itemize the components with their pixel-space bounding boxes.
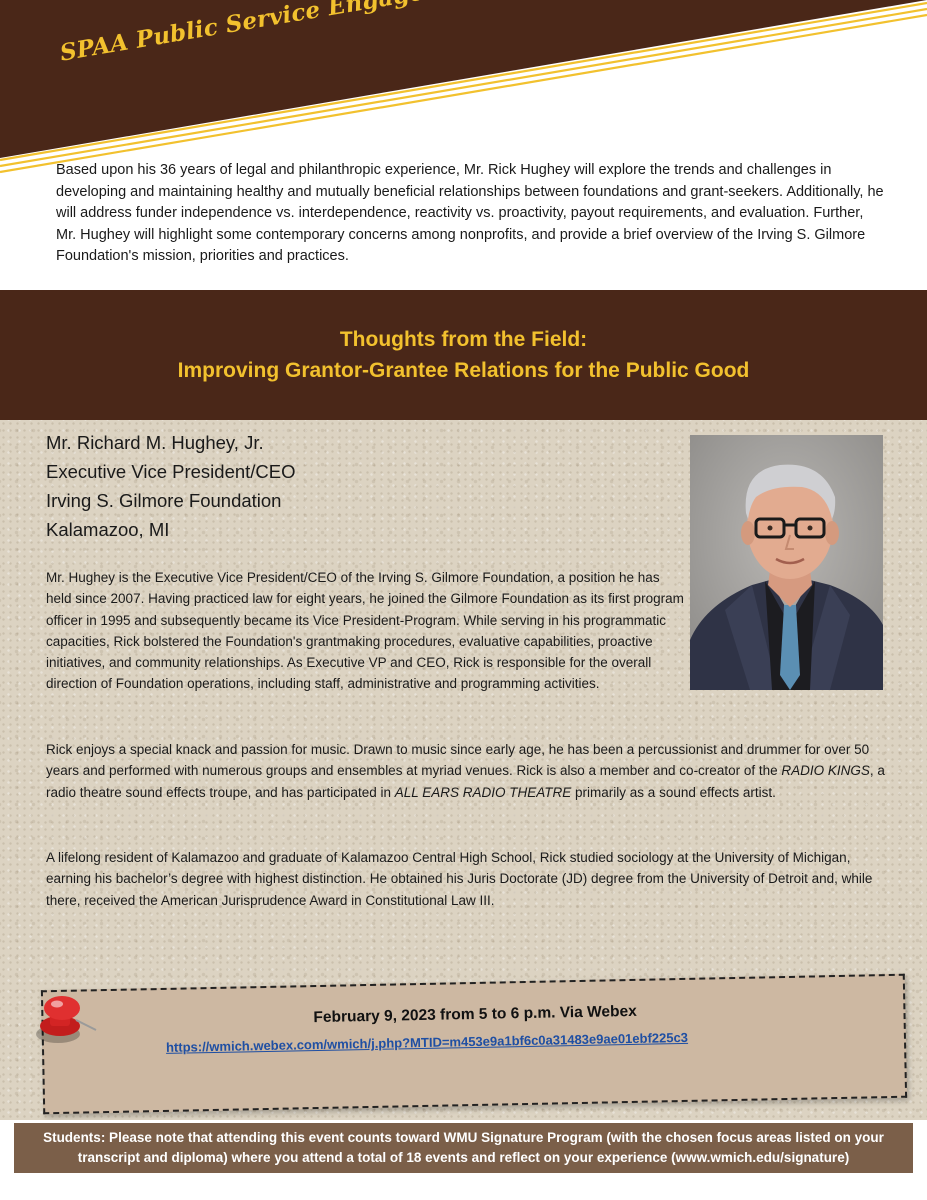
event-title-line-1: Thoughts from the Field:: [339, 328, 588, 351]
speaker-location: Kalamazoo, MI: [46, 519, 170, 540]
bio-paragraph-3: A lifelong resident of Kalamazoo and graduate of Kalamazoo Central High School, Rick studied sociology at the University of Michigan, earning his bachelor’s degree with highest distinction. He obtained his Juris Doctorate (JD) degree from the University of Detroit and, while there, received the American Jurisprudence Award in Constitutional Law III.: [46, 850, 873, 908]
bio-p2-text-b: , a radio theatre sound effects troupe, and has participated in: [46, 763, 885, 800]
push-pin-icon: [30, 990, 102, 1050]
speaker-organization: Irving S. Gilmore Foundation: [46, 490, 282, 511]
signature-program-text: Students: Please note that attending this event counts toward WMU Signature Program (with the chosen focus areas listed on your transcript and diploma) where you attend a total of 18 events and reflect on your experience (www.wmich.edu/signature): [43, 1130, 884, 1165]
bio-paragraph-2: [46, 739, 886, 803]
speaker-name: Mr. Richard M. Hughey, Jr.: [46, 432, 264, 453]
event-title-line-2: Improving Grantor-Grantee Relations for the Public Good: [177, 359, 750, 382]
all-ears-radio-theatre-name: ALL EARS RADIO THEATRE: [394, 784, 572, 800]
bio-p2-text-a: Rick enjoys a special knack and passion for music. Drawn to music since early age, he has been a percussionist and drummer for over 50 years and performed with numerous groups and ensembles at myriad venues. Rick is also a member and co-creator of the: [46, 742, 870, 779]
speaker-position: Executive Vice President/CEO: [46, 461, 296, 482]
bio-p2-text-c: primarily as a sound effects artist.: [571, 784, 776, 800]
bio-paragraph-1: Mr. Hughey is the Executive Vice President/CEO of the Irving S. Gilmore Foundation, a position he has held since 2007. Having practiced law for eight years, he joined the Gilmore Foundation as its first program officer in 1995 and subsequently became its Vice President-Program. While serving in his programmatic capacities, Rick bolstered the Foundation's grantmaking procedures, evaluative capabilities, proactive initiatives, and community relationships. As Executive VP and CEO, Rick is responsible for the overall direction of Foundation operations, including staff, administrative and programming activities.: [46, 570, 684, 692]
event-details-card: [41, 974, 907, 1115]
event-title-band: [0, 290, 927, 420]
speaker-photo: [690, 435, 883, 690]
intro-paragraph: Based upon his 36 years of legal and philanthropic experience, Mr. Rick Hughey will explore the trends and challenges in developing and maintaining healthy and mutually beneficial relationships between foundations and grant-seekers. Additionally, he will address funder independence vs. interdependence, reactivity vs. proactivity, payout requirements, and evaluation. Further, Mr. Hughey will highlight some contemporary concerns among nonprofits, and provide a brief overview of the Irving S. Gilmore Foundation's mission, priorities and practices.: [56, 162, 884, 264]
event-datetime: February 9, 2023 from 5 to 6 p.m. Via Webex: [313, 1002, 637, 1027]
signature-program-note: [14, 1123, 913, 1173]
radio-kings-name: RADIO KINGS: [781, 763, 870, 779]
webex-link[interactable]: https://wmich.webex.com/wmich/j.php?MTID=m453e9a1bf6c0a31483e9ae01ebf225c3: [165, 1029, 689, 1055]
